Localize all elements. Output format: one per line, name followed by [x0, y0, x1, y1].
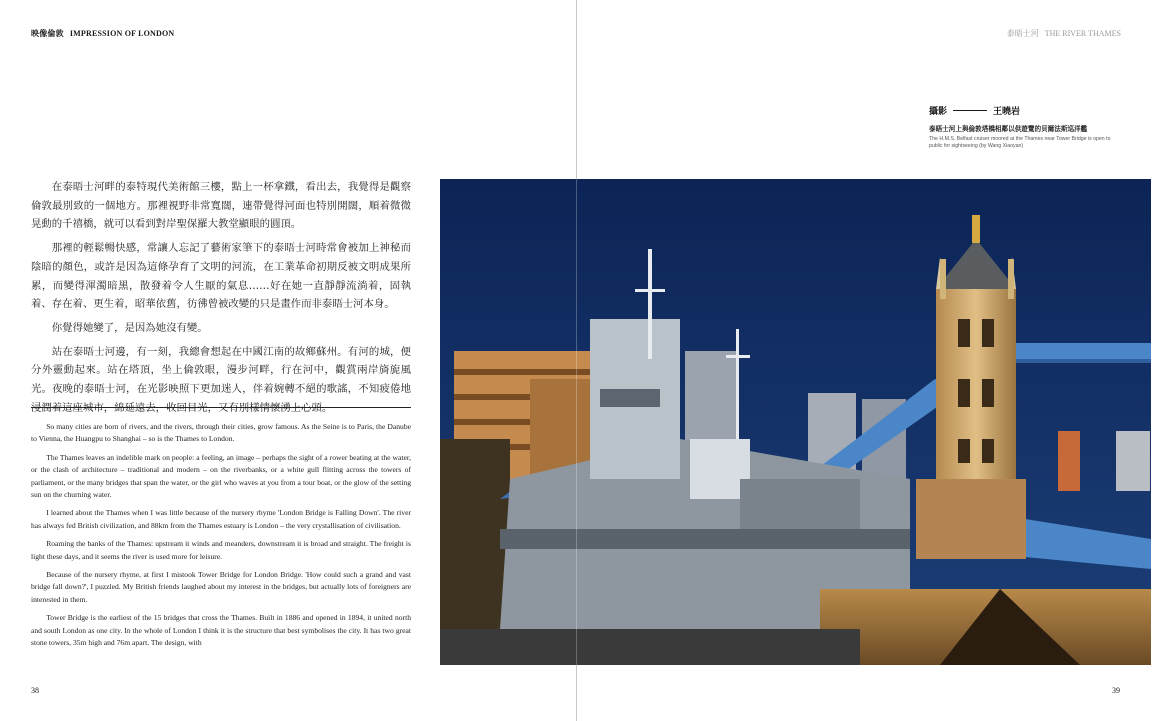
cn-paragraph: 在泰晤士河畔的泰特現代美術館三樓，點上一杯拿鐵，看出去，我覺得是觀察倫敦最別致的一個地方。那裡視野非常寬闊，連帶覺得河面也特別開闊，順着微微晃動的千禧橋，就可以看到對岸聖保羅大教堂顯眼的圓頂。: [31, 181, 411, 231]
ship-mast: [648, 249, 652, 359]
foreground-deck: [440, 629, 860, 665]
photo-credit-block: [929, 104, 1125, 150]
photo-gutter-line: [576, 179, 577, 665]
tower-bridge-photo: [440, 179, 1151, 665]
caption-chinese: 泰晤士河上與倫敦塔橋相鄰以供遊覽的貝爾法斯巡洋艦: [929, 125, 1088, 133]
running-head-right-en: THE RIVER THAMES: [1044, 29, 1121, 38]
photo-illustration: [440, 179, 1151, 665]
en-paragraph: Because of the nursery rhyme, at first I mistook Tower Bridge for London Bridge. 'How could such a grand and vast bridge fall down?', I puzzled. My British friends laughed about my interest in the bridges, but actually lots of foreigners are interested in them.: [31, 570, 411, 604]
cn-paragraph: 站在泰晤士河邊，有一刻，我總會想起在中國江南的故鄉蘇州。有河的城，便分外靈動起來。站在塔頂，坐上倫敦眼，漫步河畔，行在河中，觀賞兩岸旖旎風光。夜晚的泰晤士河，在光影映照下更加迷人，伴着婉轉不絕的歌謠，不知疲倦地: [31, 345, 411, 396]
tower-base: [916, 479, 1026, 559]
photo-credit: [929, 104, 1125, 117]
cn-paragraph: 那裡的輕鬆暢快感，常讓人忘記了藝術家筆下的泰晤士河時常會被加上神秘而陰暗的顏色，或許是因為這條孕育了文明的河流，在工業革命初期反被文明成果所累，而變得渾濁暗黑，散發着令人生厭的氣息……好在她一直靜靜流淌着，固執着、存在着、更生着，昭華依舊，彷彿曾被改變的只是畫作而非泰晤士河本身。: [31, 242, 411, 311]
en-paragraph: Tower Bridge is the earliest of the 15 bridges that cross the Thames. Built in 1886 and opened in 1894, it united north and south London as one city. In the whole of London I think it is the structure that best symbolises the city. It has two great stone towers, 35m high and 76m apart. The design, with: [31, 613, 411, 648]
english-body-text: [31, 421, 411, 656]
page-number-left: 38: [31, 686, 39, 695]
en-paragraph: So many cities are born of rivers, and the rivers, through their cities, grow famous. As the Seine is to Paris, the Danube to Vienna, the Huangpu to Shanghai – so is the Thames to London.: [31, 422, 411, 444]
credit-dash: [953, 110, 987, 112]
running-head-left-en: IMPRESSION OF LONDON: [69, 29, 175, 38]
ship-mast: [736, 329, 739, 439]
running-head-right: [1007, 28, 1121, 39]
cn-paragraph: 你覺得她變了，是因為她沒有變。: [51, 321, 208, 334]
en-paragraph: Roaming the banks of the Thames: upstream it winds and meanders, downstream it is broad and straight. The freight is light these days, and it seems the river is used more for leisure.: [31, 539, 411, 561]
credit-label: 攝影: [929, 107, 948, 117]
distant-tower: [1058, 431, 1080, 491]
running-head-right-cn: 泰晤士河: [1006, 29, 1039, 38]
en-paragraph: The Thames leaves an indelible mark on people: a feeling, an image – perhaps the sight of a rower beating at the water, or the clash of architecture – traditional and modern – on the riverbanks, or a white gull flitting across the towers of parliament, or the many bridges that span the water, or the girl who waves at you from a tour boat, or the glow of the setting sun on the churning water.: [31, 452, 411, 500]
page-number-right: 39: [1112, 686, 1120, 695]
en-paragraph: I learned about the Thames when I was little because of the nursery rhyme 'London Bridge is Falling Down'. The river has always fed British civilization, and 88km from the Thames estuary is London – the very crystallisation of civilisation.: [31, 508, 411, 530]
section-divider: [31, 407, 411, 408]
running-head-left: [31, 28, 174, 39]
photographer-name: 王曉岩: [993, 107, 1021, 117]
chinese-body-text: [31, 178, 411, 422]
caption-english: The H.M.S. Belfast cruiser moored at the Thames near Tower Bridge is open to public for sightseeing (by Wang Xiaoyan): [929, 136, 1111, 150]
distant-tower: [1116, 431, 1150, 491]
running-head-left-cn: 映像倫敦: [31, 29, 64, 38]
